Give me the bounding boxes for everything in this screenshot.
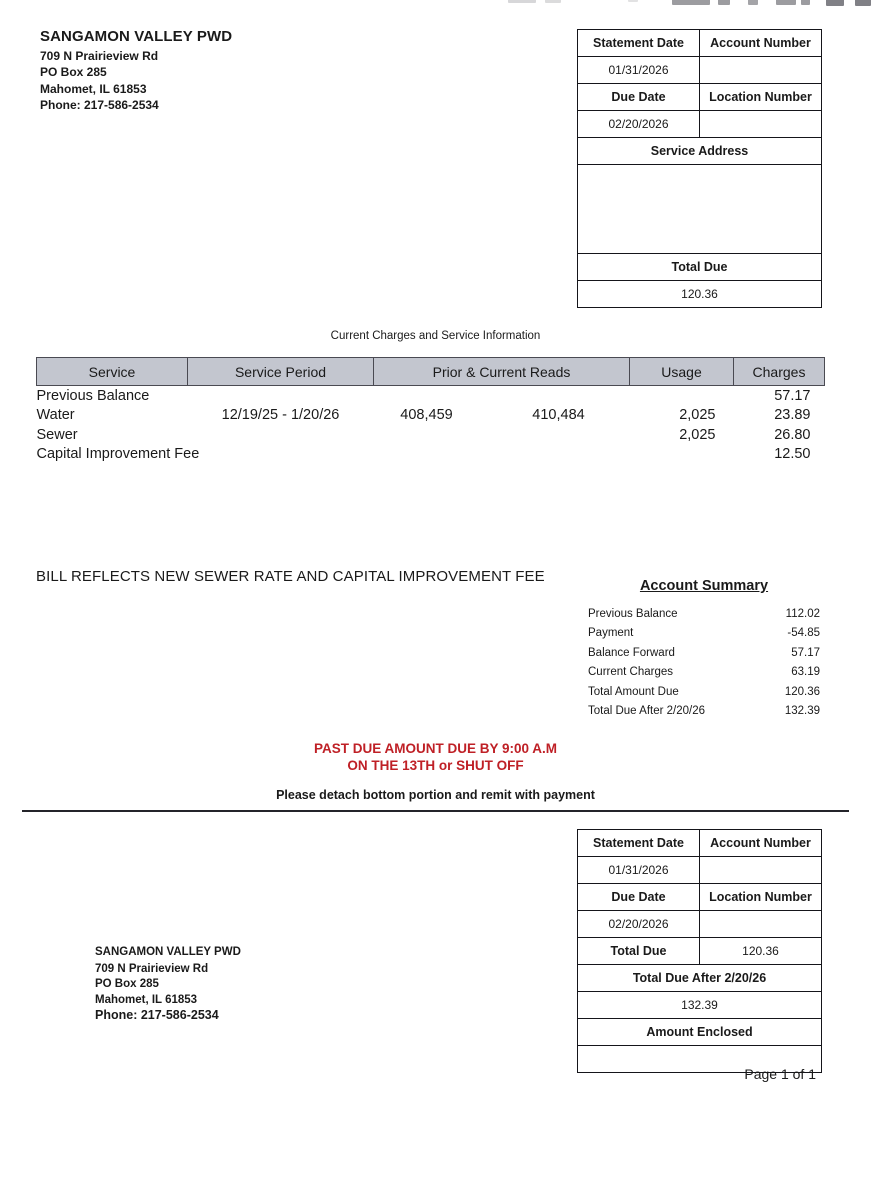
charge-amount: 57.17 [774,387,811,404]
summary-label: Balance Forward [588,646,675,659]
table-row [578,911,822,938]
column-header-service-period: Service Period [188,358,374,386]
summary-label: Payment [588,627,634,640]
past-due-warning [0,740,871,774]
charge-current-read: 410,484 [532,407,585,424]
charge-service-name: Sewer [36,426,78,443]
table-row [578,30,822,57]
table-row [37,445,825,465]
charge-service-name: Water [36,407,75,424]
charge-reads [374,425,630,445]
table-row [37,406,825,426]
stub-company-address-line1: 709 N Prairieview Rd [95,962,209,975]
stub-due-date-label: Due Date [578,884,700,911]
stub-statement-date-value: 01/31/2026 [578,857,700,884]
company-address-line2: PO Box 285 [40,65,107,79]
table-row [588,643,820,663]
company-phone: Phone: 217-586-2534 [40,98,159,112]
stub-location-number-value [700,911,822,938]
company-name: SANGAMON VALLEY PWD [40,28,233,45]
account-summary-table [588,604,820,721]
account-number-label: Account Number [700,30,822,57]
table-row [578,254,822,281]
charge-usage [630,445,734,465]
charges-header-row [37,358,825,386]
due-date-label: Due Date [578,84,700,111]
charge-service-name: Capital Improvement Fee [36,446,200,463]
table-row [588,682,820,702]
summary-label: Total Due After 2/20/26 [588,705,705,718]
statement-date-value: 01/31/2026 [578,57,700,84]
table-row [578,138,822,165]
table-row [578,965,822,992]
summary-label: Previous Balance [588,607,678,620]
due-date-value: 02/20/2026 [578,111,700,138]
stub-account-number-value [700,857,822,884]
summary-value: -54.85 [787,627,820,640]
table-row [588,624,820,644]
charge-service-period [188,386,374,406]
stub-company-address-block [95,945,241,1024]
charge-usage: 2,025 [679,407,716,424]
stub-company-name: SANGAMON VALLEY PWD [95,946,241,958]
stub-total-due-after-label: Total Due After 2/20/26 [578,965,822,992]
stub-account-number-label: Account Number [700,830,822,857]
past-due-warning-line1: PAST DUE AMOUNT DUE BY 9:00 A.M [313,741,558,756]
stub-due-date-value: 02/20/2026 [578,911,700,938]
stub-statement-date-label: Statement Date [578,830,700,857]
stub-total-due-after-value: 132.39 [578,992,822,1019]
column-header-reads: Prior & Current Reads [374,358,630,386]
statement-summary-table [577,29,822,308]
company-address-block [40,29,232,114]
table-row [578,165,822,254]
account-summary-title: Account Summary [639,578,769,594]
table-row [588,604,820,624]
table-row [578,992,822,1019]
table-row [37,425,825,445]
charge-reads [374,445,630,465]
location-number-label: Location Number [700,84,822,111]
company-address-line1: 709 N Prairieview Rd [40,48,159,63]
table-row [578,857,822,884]
summary-label: Current Charges [588,666,674,679]
table-row [578,84,822,111]
detach-instruction: Please detach bottom portion and remit with payment [276,788,595,802]
statement-date-label: Statement Date [578,30,700,57]
charge-usage [630,386,734,406]
summary-value: 120.36 [784,685,820,698]
stub-total-due-label: Total Due [578,938,700,965]
total-due-value: 120.36 [578,281,822,308]
detach-divider [22,810,849,812]
column-header-charges: Charges [734,358,825,386]
page-number: Page 1 of 1 [744,1066,816,1082]
column-header-service: Service [37,358,188,386]
table-row [578,281,822,308]
total-due-label: Total Due [578,254,822,281]
summary-value: 132.39 [784,705,820,718]
charge-prior-read: 408,459 [400,407,453,424]
charges-table [36,357,825,464]
charge-reads [374,386,630,406]
stub-company-address-line2: PO Box 285 [95,978,159,990]
stub-total-due-value: 120.36 [700,938,822,965]
past-due-warning-line2: ON THE 13TH or SHUT OFF [347,758,524,773]
charge-reads [374,406,630,426]
charge-usage: 2,025 [679,426,716,443]
table-row [578,111,822,138]
remittance-stub-table [577,829,822,1073]
account-number-value [700,57,822,84]
table-row [588,702,820,722]
table-row [578,57,822,84]
service-address-label: Service Address [578,138,822,165]
charge-service-name: Previous Balance [36,387,150,404]
bill-notice-message: BILL REFLECTS NEW SEWER RATE AND CAPITAL IMPROVEMENT FEE [36,568,545,585]
stub-location-number-label: Location Number [700,884,822,911]
table-row [578,830,822,857]
charge-service-period [188,445,374,465]
summary-label: Total Amount Due [588,685,679,698]
charge-service-period: 12/19/25 - 1/20/26 [221,407,340,424]
charge-amount: 23.89 [774,407,811,424]
column-header-usage: Usage [630,358,734,386]
summary-value: 57.17 [791,646,820,659]
summary-value: 63.19 [791,666,820,679]
service-address-value [578,165,822,254]
company-city-state-zip: Mahomet, IL 61853 [40,81,147,96]
table-row [578,1019,822,1046]
charge-amount: 12.50 [774,446,811,463]
table-row [588,663,820,683]
scan-artifact-strip [0,0,871,8]
charges-section [36,357,819,464]
summary-value: 112.02 [785,607,820,620]
table-row [37,386,825,406]
charge-amount: 26.80 [774,426,811,443]
location-number-value [700,111,822,138]
table-row [578,884,822,911]
stub-amount-enclosed-label: Amount Enclosed [578,1019,822,1046]
account-summary-section [588,578,820,721]
table-row [578,938,822,965]
charge-service-period [188,425,374,445]
stub-company-city-state-zip: Mahomet, IL 61853 [95,993,198,1006]
charges-caption: Current Charges and Service Information [330,330,541,342]
stub-company-phone: Phone: 217-586-2534 [95,1008,219,1022]
